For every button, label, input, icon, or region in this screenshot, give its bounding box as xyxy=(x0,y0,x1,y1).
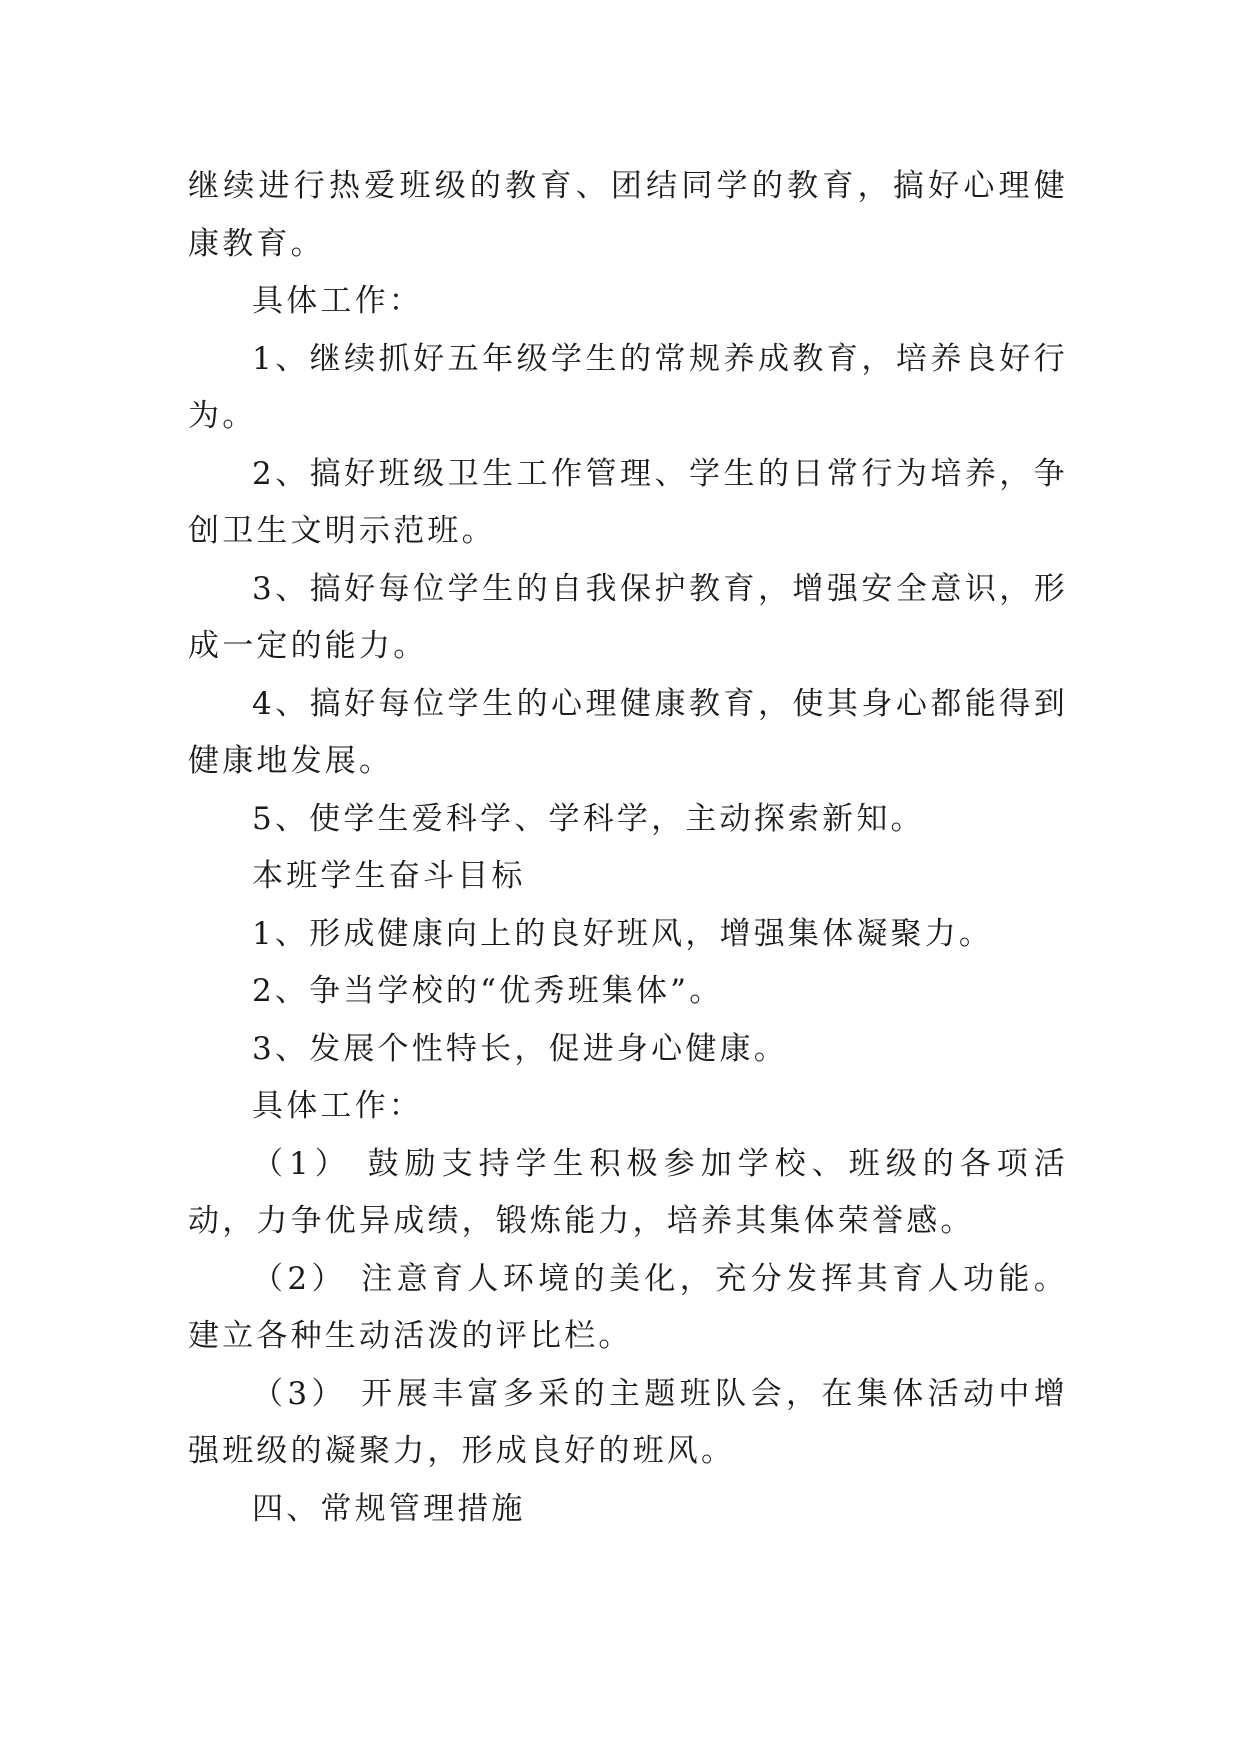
paragraph-goal-2: 2、争当学校的“优秀班集体”。 xyxy=(252,973,724,1009)
paragraph-measure-2: （2） 注意育人环境的美化，充分发挥其育人功能。建立各种生动活泼的评比栏。 xyxy=(188,1260,1068,1354)
heading-specific-work-2: 具体工作： xyxy=(252,1088,423,1124)
document-body xyxy=(188,158,1068,1538)
paragraph-work-item-4: 4、搞好每位学生的心理健康教育，使其身心都能得到健康地发展。 xyxy=(188,685,1068,779)
heading-specific-work-1: 具体工作： xyxy=(252,283,423,319)
paragraph-work-item-3: 3、搞好每位学生的自我保护教育，增强安全意识，形成一定的能力。 xyxy=(188,570,1068,664)
heading-section-four: 四、常规管理措施 xyxy=(252,1490,526,1527)
paragraph-goal-3: 3、发展个性特长，促进身心健康。 xyxy=(252,1030,788,1067)
paragraph-measure-1: （1） 鼓励支持学生积极参加学校、班级的各项活动，力争优异成绩，锻炼能力，培养其集体荣誉感。 xyxy=(188,1145,1068,1239)
paragraph-work-item-2: 2、搞好班级卫生工作管理、学生的日常行为培养，争创卫生文明示范班。 xyxy=(188,455,1068,549)
paragraph-work-item-1: 1、继续抓好五年级学生的常规养成教育，培养良好行为。 xyxy=(188,340,1068,434)
paragraph-goal-1: 1、形成健康向上的良好班风，增强集体凝聚力。 xyxy=(252,915,994,952)
heading-class-goals: 本班学生奋斗目标 xyxy=(252,858,526,894)
paragraph-measure-3: （3） 开展丰富多采的主题班队会，在集体活动中增强班级的凝聚力，形成良好的班风。 xyxy=(188,1375,1068,1469)
paragraph-intro: 继续进行热爱班级的教育、团结同学的教育，搞好心理健康教育。 xyxy=(188,168,1068,262)
paragraph-work-item-5: 5、使学生爱科学、学科学，主动探索新知。 xyxy=(252,800,925,837)
